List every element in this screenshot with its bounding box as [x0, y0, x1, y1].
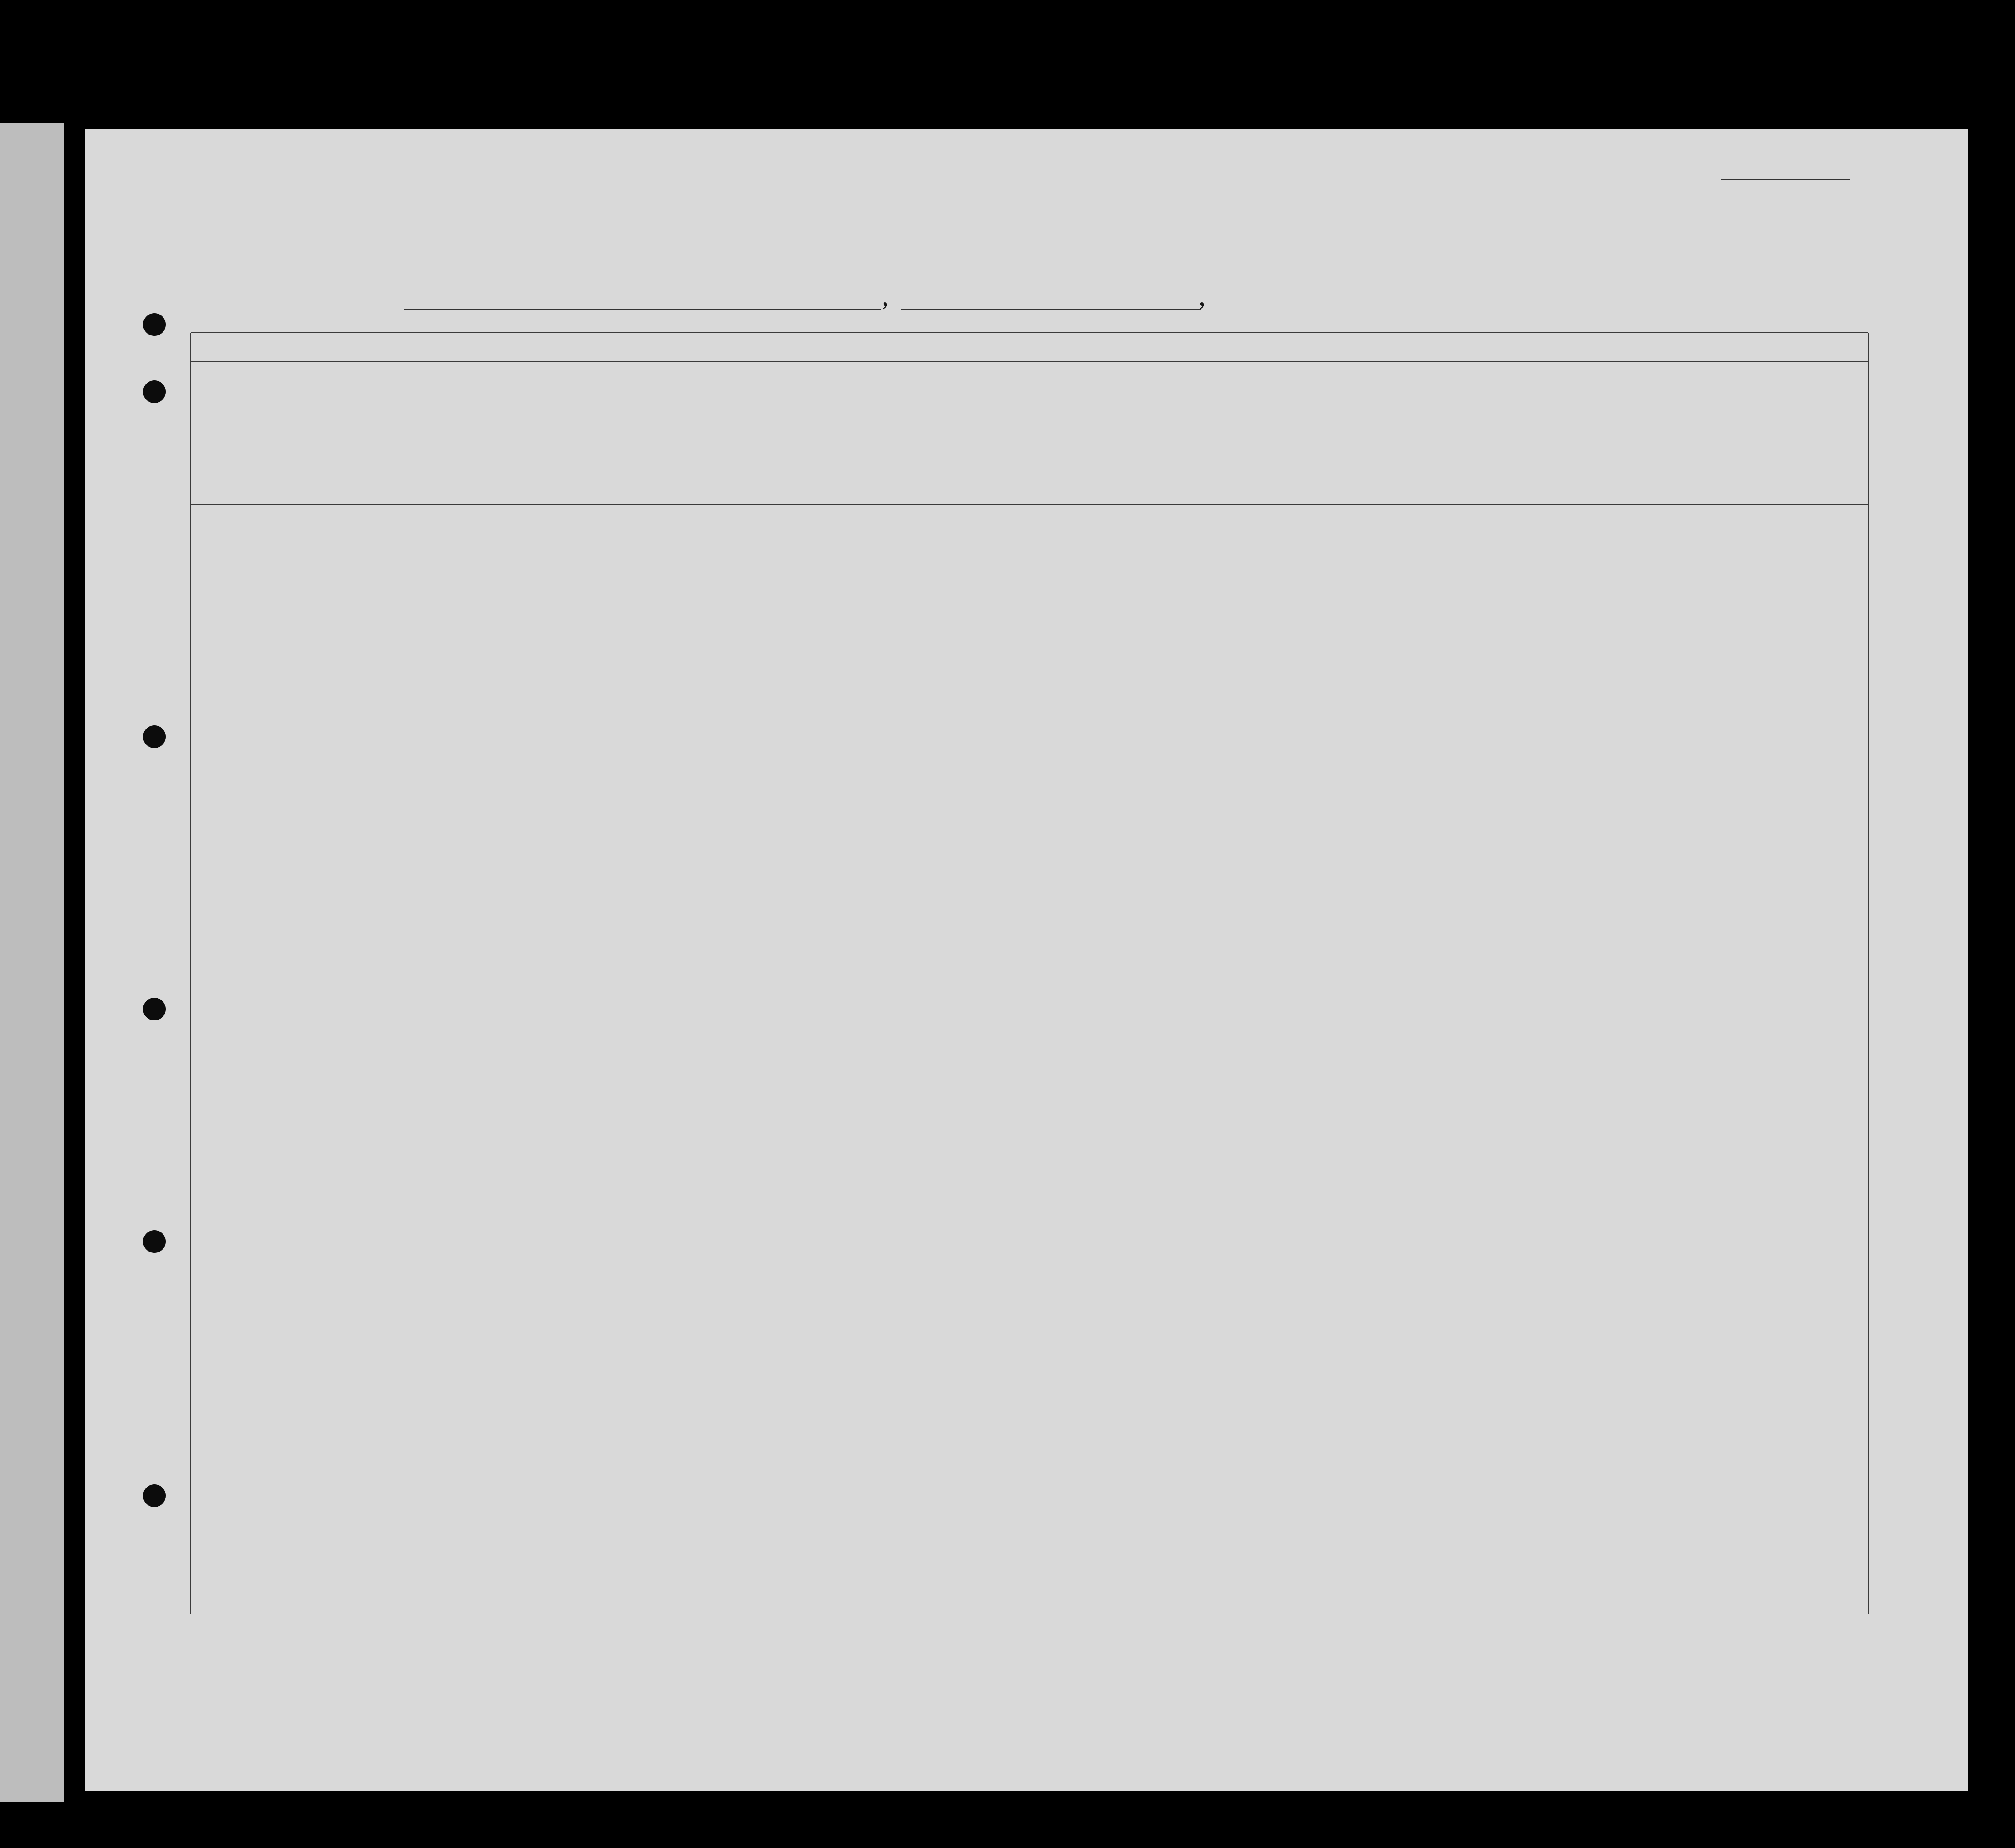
- comma: ,: [1199, 281, 1205, 311]
- comma: ,: [882, 281, 889, 311]
